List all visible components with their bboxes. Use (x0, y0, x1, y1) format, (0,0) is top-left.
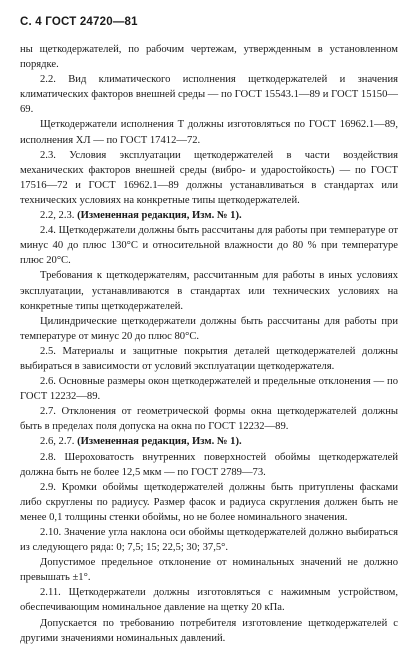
paragraph-2-3: 2.3. Условия эксплуатации щеткодержателей в части воздействия механических факторов внешней среды (вибро- и ударостойкость) — по ГОСТ 17516—72 и ГОСТ 16962.1—89 должны устанавливаться в стандартах или технических условиях на конкретные типы щеткодержателей. (20, 149, 398, 206)
paragraph-tolerance: Допустимое предельное отклонение от номинальных значений не должно превышать ±1°. (20, 557, 398, 584)
paragraph-cylindrical: Цилиндрические щеткодержатели должны быть рассчитаны для работы при температуре от минус 20 до плюс 80°С. (20, 315, 398, 342)
paragraph-2-8: 2.8. Шероховатость внутренних поверхностей обоймы щеткодержателей должна быть не более 12,5 мкм — по ГОСТ 2789—73. (20, 451, 398, 478)
paragraph-2-6: 2.6. Основные размеры окон щеткодержателей и предельные отклонения — по ГОСТ 12232—89. (20, 376, 398, 403)
page-header: С. 4 ГОСТ 24720—81 (20, 16, 138, 28)
paragraph-2-5: 2.5. Материалы и защитные покрытия деталей щеткодержателей должны выбираться в зависимости от условий эксплуатации щеткодержателя. (20, 345, 398, 372)
document-body (20, 42, 398, 646)
paragraph-2-4: 2.4. Щеткодержатели должны быть рассчитаны для работы при температуре от минус 40 до плюс 130°С и относительной влажности до 80 % при температуре плюс 20°С. (20, 225, 398, 267)
amendment-note-2-2-2-3: 2.2, 2.3. (Измененная редакция, Изм. № 1). (40, 210, 242, 222)
paragraph-2-7: 2.7. Отклонения от геометрической формы окна щеткодержателей должны быть в пределах поля допуска на окна по ГОСТ 12232—89. (20, 406, 398, 433)
amendment-note-2-6-2-7: 2.6, 2.7. (Измененная редакция, Изм. № 1). (40, 436, 242, 448)
paragraph-2-2: 2.2. Вид климатического исполнения щеткодержателей и значения климатических факторов внешней среды — по ГОСТ 15543.1—89 и ГОСТ 15150—69. (20, 74, 398, 116)
paragraph-continuation: ны щеткодержателей, по рабочим чертежам, утвержденным в установленном порядке. (20, 44, 398, 71)
paragraph-climatic-execution: Щеткодержатели исполнения Т должны изготовляться по ГОСТ 16962.1—89, исполнения ХЛ — по ГОСТ 17412—72. (20, 119, 398, 146)
paragraph-2-10: 2.10. Значение угла наклона оси обоймы щеткодержателей должно выбираться из следующего ряда: 0; 7,5; 15; 22,5; 30; 37,5°. (20, 527, 398, 554)
paragraph-2-9: 2.9. Кромки обоймы щеткодержателей должны быть притуплены фасками либо скруглены по радиусу. Размер фасок и радиуса скругления должен быть не менее 0,1 толщины стенки обоймы, но не более номинального значения. (20, 481, 398, 523)
paragraph-2-11: 2.11. Щеткодержатели должны изготовляться с нажимным устройством, обеспечивающим номинальное давление на щетку 20 кПа. (20, 587, 398, 614)
paragraph-customer-request: Допускается по требованию потребителя изготовление щеткодержателей с другими значениями номинальных давлений. (20, 617, 398, 644)
paragraph-other-conditions: Требования к щеткодержателям, рассчитанным для работы в иных условиях эксплуатации, устанавливаются в стандартах или технических условиях на конкретные типы щеткодержателей. (20, 270, 398, 312)
